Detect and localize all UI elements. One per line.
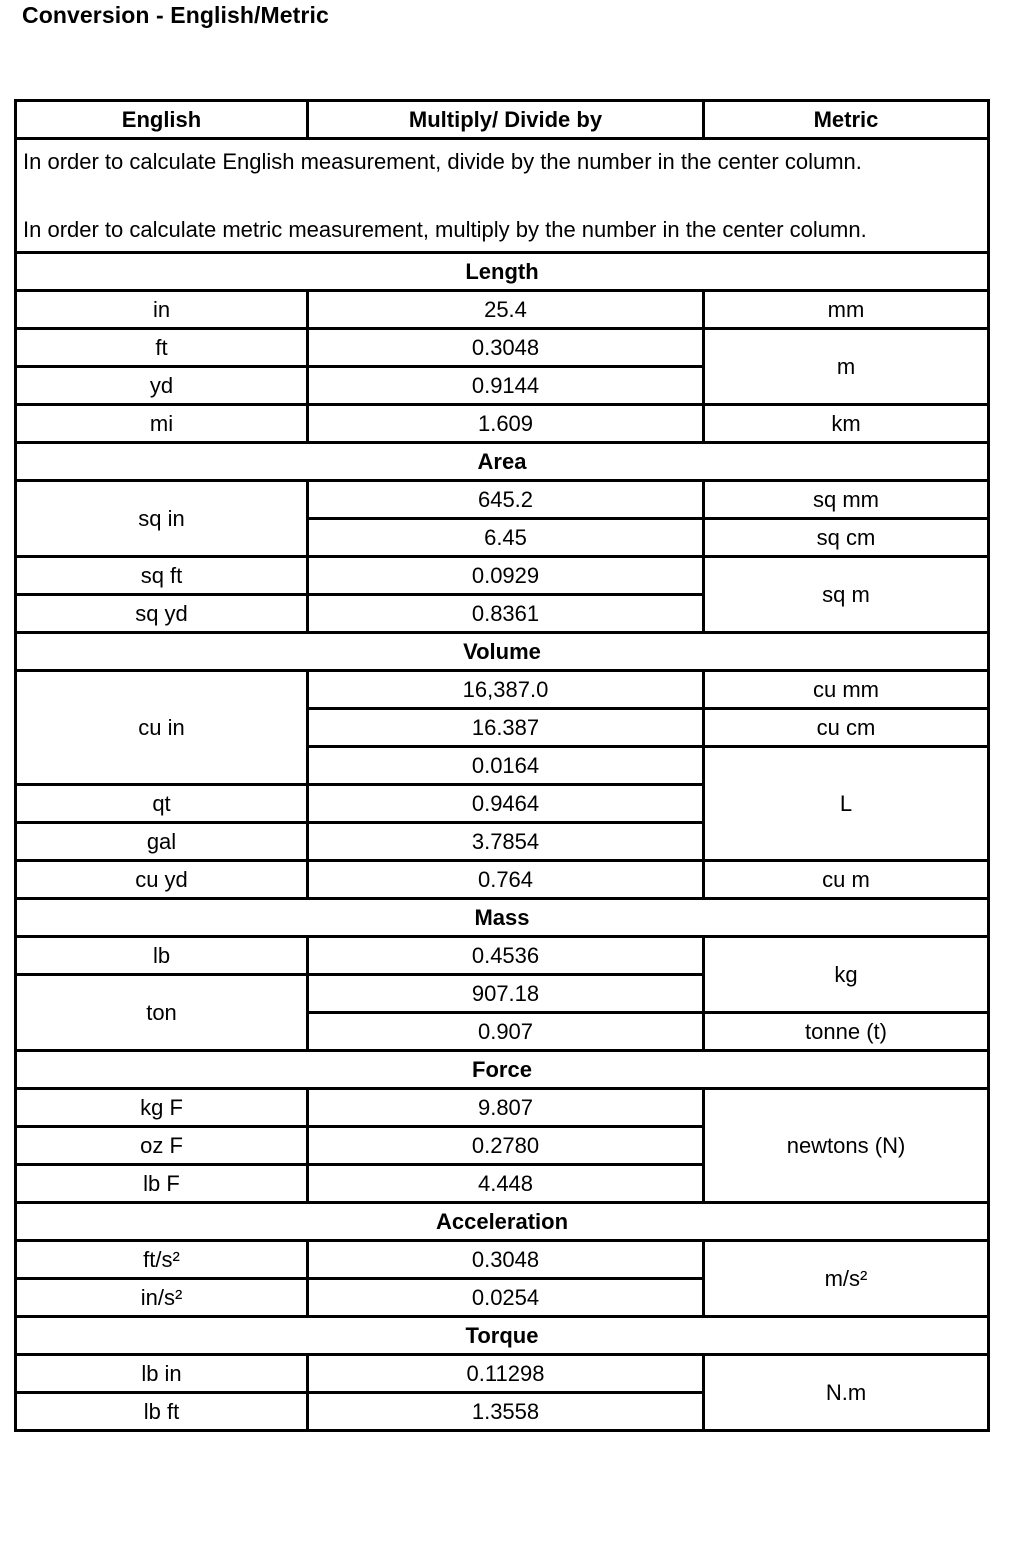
table-row [16, 557, 989, 595]
conversion-factor: 6.45 [308, 519, 704, 557]
conversion-factor: 0.0254 [308, 1279, 704, 1317]
section-title-torque: Torque [16, 1317, 989, 1355]
section-row [16, 253, 989, 291]
metric-unit: sq m [704, 557, 989, 633]
conversion-factor: 0.9144 [308, 367, 704, 405]
conversion-factor: 0.0929 [308, 557, 704, 595]
english-unit: lb ft [16, 1393, 308, 1431]
conversion-factor: 0.9464 [308, 785, 704, 823]
english-unit: cu yd [16, 861, 308, 899]
table-row [16, 329, 989, 367]
metric-unit: mm [704, 291, 989, 329]
table-row [16, 671, 989, 709]
section-title-acceleration: Acceleration [16, 1203, 989, 1241]
section-row [16, 1203, 989, 1241]
header-english: English [16, 101, 308, 139]
english-unit: cu in [16, 671, 308, 785]
metric-unit: cu m [704, 861, 989, 899]
conversion-factor: 0.907 [308, 1013, 704, 1051]
table-row [16, 1241, 989, 1279]
english-unit: qt [16, 785, 308, 823]
metric-unit: km [704, 405, 989, 443]
instructions [16, 139, 989, 253]
section-row [16, 1051, 989, 1089]
english-unit: oz F [16, 1127, 308, 1165]
table-row [16, 1355, 989, 1393]
english-unit: mi [16, 405, 308, 443]
page-title: Conversion - English/Metric [22, 2, 329, 28]
section-title-mass: Mass [16, 899, 989, 937]
metric-unit: cu mm [704, 671, 989, 709]
conversion-factor: 25.4 [308, 291, 704, 329]
table-row [16, 405, 989, 443]
metric-unit: m/s² [704, 1241, 989, 1317]
section-title-area: Area [16, 443, 989, 481]
conversion-factor: 0.3048 [308, 1241, 704, 1279]
conversion-factor: 3.7854 [308, 823, 704, 861]
section-title-length: Length [16, 253, 989, 291]
metric-unit: N.m [704, 1355, 989, 1431]
table-row [16, 937, 989, 975]
conversion-factor: 0.4536 [308, 937, 704, 975]
conversion-factor: 1.3558 [308, 1393, 704, 1431]
english-unit: yd [16, 367, 308, 405]
table-row [16, 291, 989, 329]
section-row [16, 443, 989, 481]
english-unit: lb [16, 937, 308, 975]
english-unit: sq ft [16, 557, 308, 595]
english-unit: lb in [16, 1355, 308, 1393]
english-unit: lb F [16, 1165, 308, 1203]
english-unit: ft/s² [16, 1241, 308, 1279]
section-title-volume: Volume [16, 633, 989, 671]
english-unit: in/s² [16, 1279, 308, 1317]
instructions-row [16, 139, 989, 253]
conversion-factor: 1.609 [308, 405, 704, 443]
metric-unit: m [704, 329, 989, 405]
section-row [16, 899, 989, 937]
table-row [16, 481, 989, 519]
conversion-factor: 4.448 [308, 1165, 704, 1203]
conversion-factor: 645.2 [308, 481, 704, 519]
metric-unit: L [704, 747, 989, 861]
header-metric: Metric [704, 101, 989, 139]
instruction-metric: In order to calculate metric measurement, multiply by the number in the center column. [23, 216, 867, 242]
english-unit: ton [16, 975, 308, 1051]
instruction-english: In order to calculate English measurement, divide by the number in the center column. [23, 148, 862, 174]
english-unit: ft [16, 329, 308, 367]
header-row [16, 101, 989, 139]
metric-unit: tonne (t) [704, 1013, 989, 1051]
conversion-factor: 0.764 [308, 861, 704, 899]
section-row [16, 1317, 989, 1355]
conversion-factor: 0.0164 [308, 747, 704, 785]
table-row [16, 861, 989, 899]
metric-unit: sq mm [704, 481, 989, 519]
section-row [16, 633, 989, 671]
header-factor: Multiply/ Divide by [308, 101, 704, 139]
metric-unit: newtons (N) [704, 1089, 989, 1203]
english-unit: kg F [16, 1089, 308, 1127]
conversion-table [14, 99, 990, 1432]
conversion-factor: 16,387.0 [308, 671, 704, 709]
english-unit: sq yd [16, 595, 308, 633]
conversion-factor: 0.8361 [308, 595, 704, 633]
metric-unit: kg [704, 937, 989, 1013]
metric-unit: cu cm [704, 709, 989, 747]
conversion-factor: 0.11298 [308, 1355, 704, 1393]
conversion-factor: 9.807 [308, 1089, 704, 1127]
conversion-factor: 16.387 [308, 709, 704, 747]
english-unit: sq in [16, 481, 308, 557]
section-title-force: Force [16, 1051, 989, 1089]
conversion-factor: 0.2780 [308, 1127, 704, 1165]
conversion-factor: 907.18 [308, 975, 704, 1013]
conversion-factor: 0.3048 [308, 329, 704, 367]
english-unit: gal [16, 823, 308, 861]
table-row [16, 1089, 989, 1127]
english-unit: in [16, 291, 308, 329]
metric-unit: sq cm [704, 519, 989, 557]
